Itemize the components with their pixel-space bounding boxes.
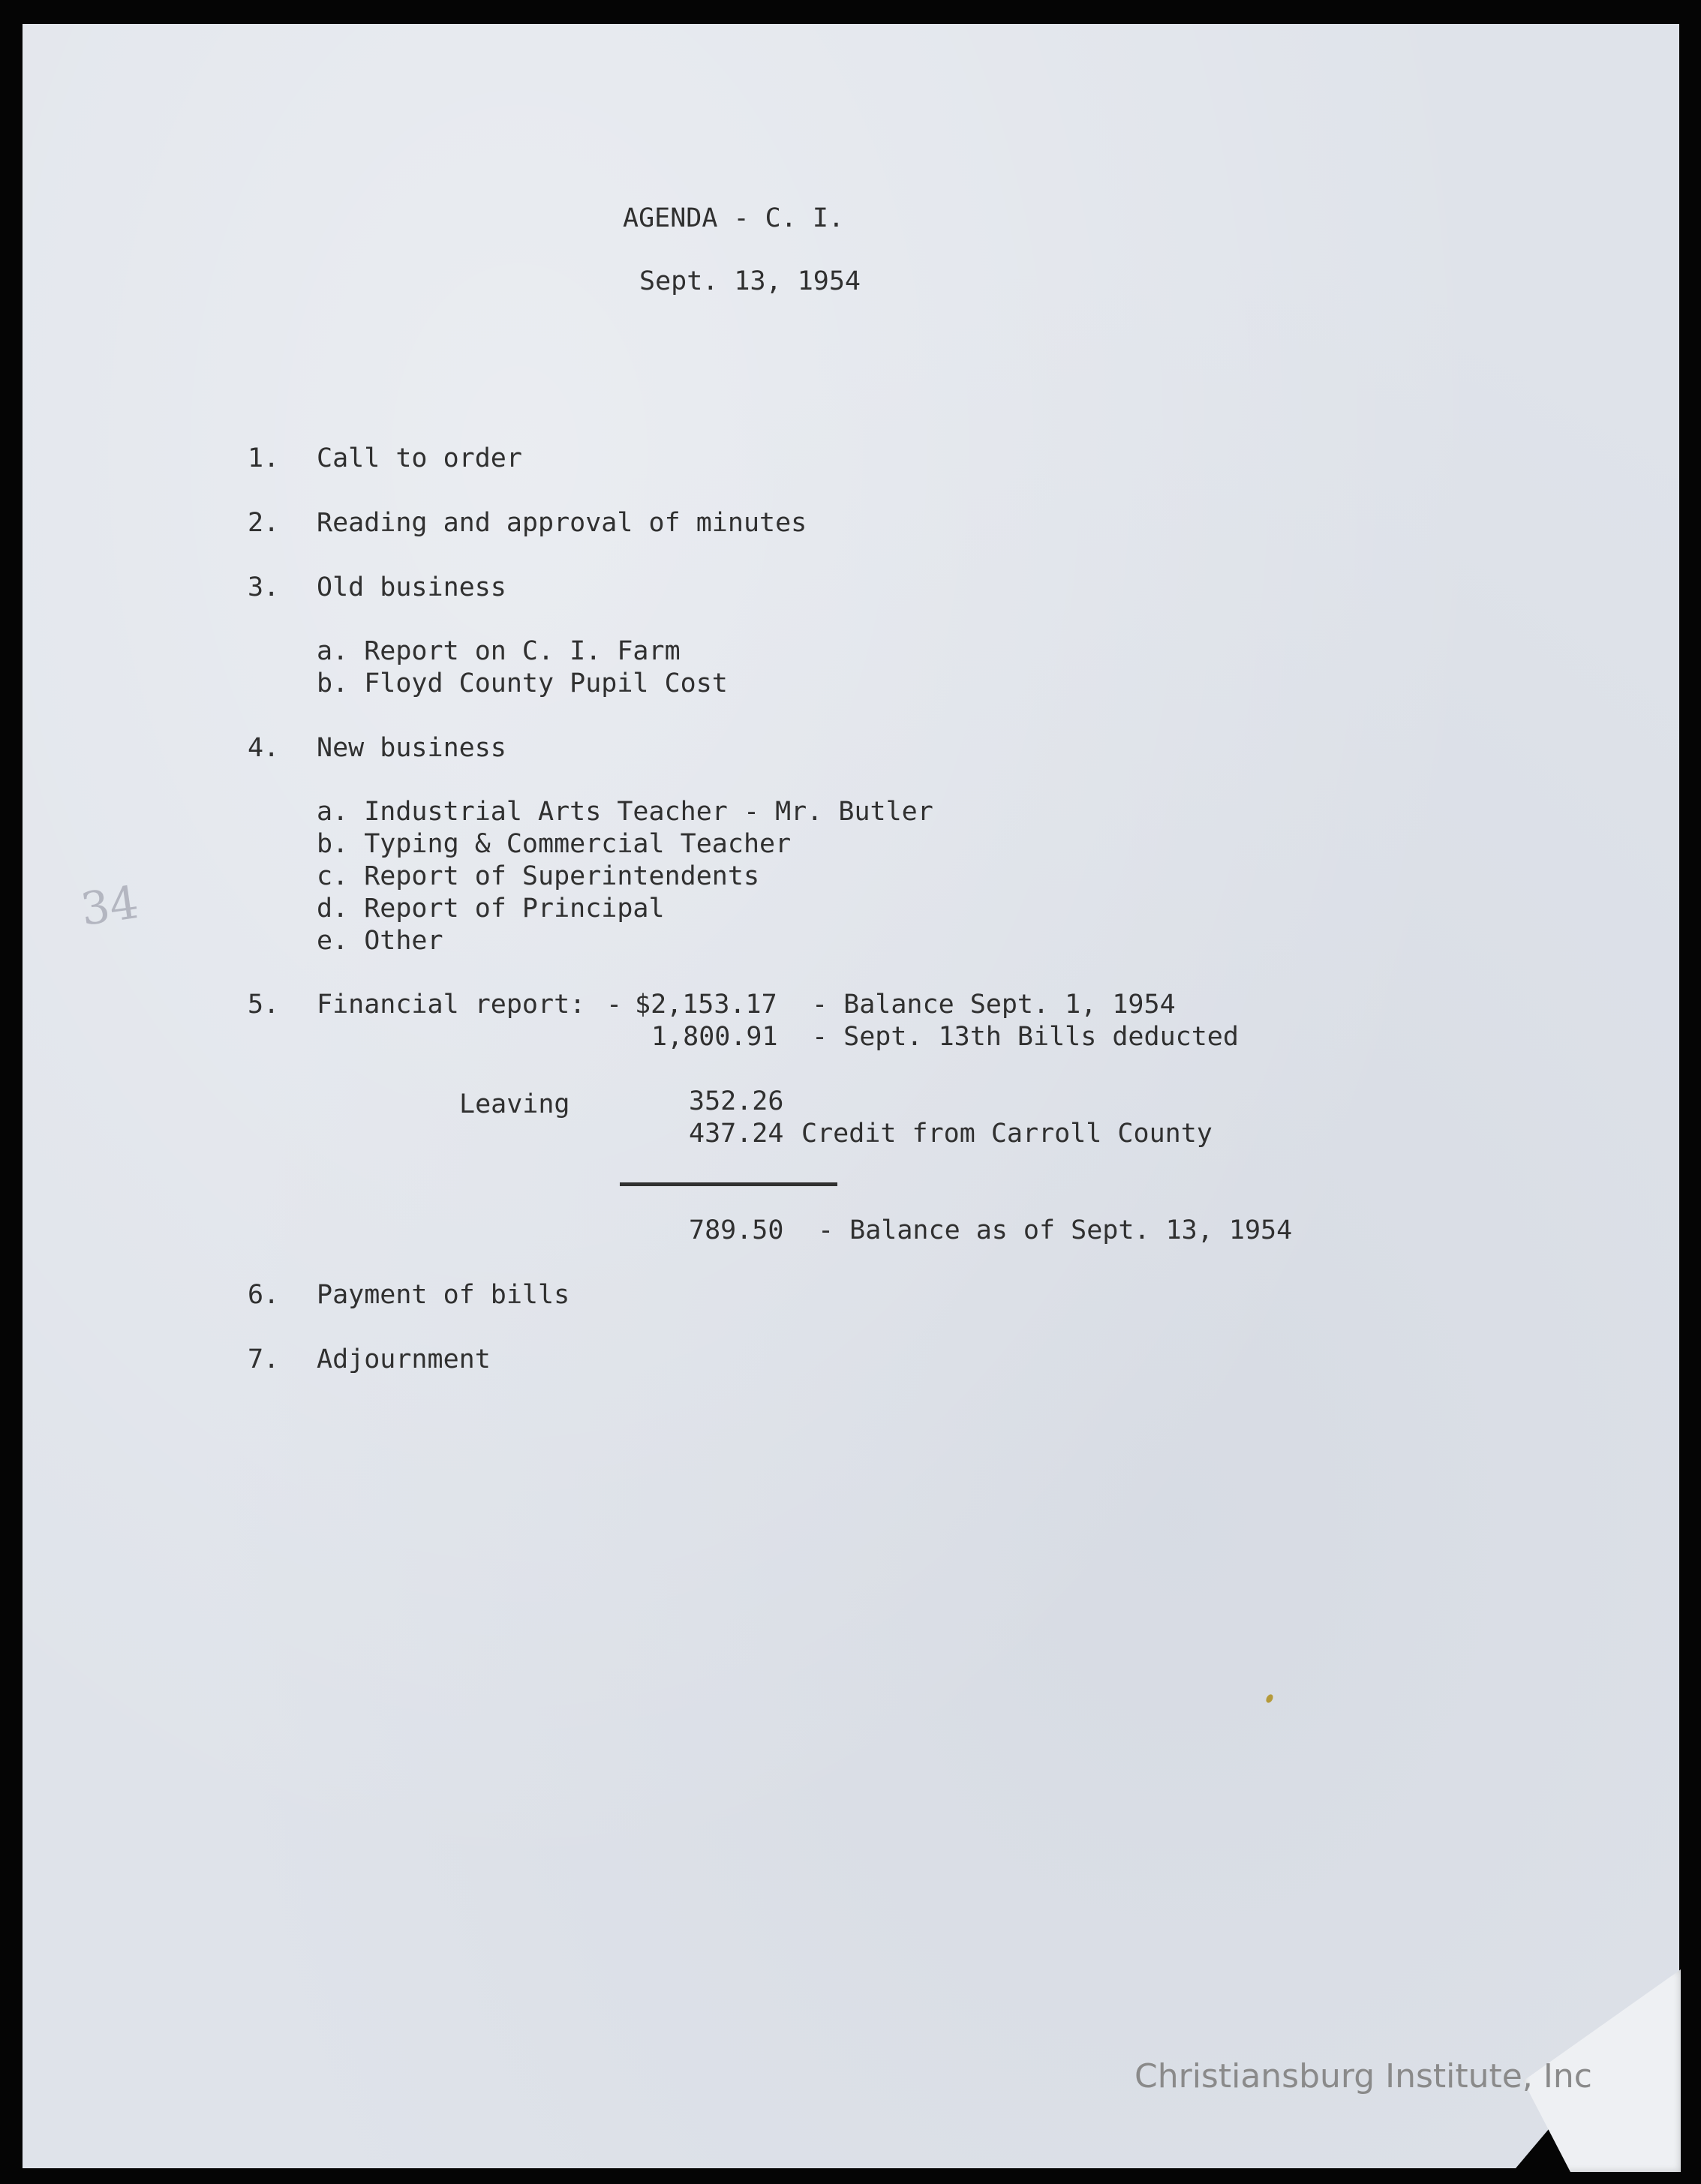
subitem: e. Other [317, 926, 443, 956]
agenda-item-payment-of-bills: Payment of bills [317, 1280, 570, 1310]
item-number: 1. [248, 443, 280, 473]
agenda-item-old-business: Old business [317, 572, 506, 602]
leaving-label: Leaving [459, 1089, 570, 1119]
agenda-item-financial-report: Financial report: [317, 990, 586, 1020]
credit-amount: 437.24 [689, 1119, 784, 1149]
credit-desc: Credit from Carroll County [801, 1119, 1213, 1149]
agenda-item-adjournment: Adjournment [317, 1344, 491, 1374]
total-amount: 789.50 [689, 1215, 784, 1245]
sum-rule [620, 1182, 837, 1186]
financial-dash: - [606, 990, 623, 1020]
subitem: b. Typing & Commercial Teacher [317, 829, 792, 859]
leaving-amount: 352.26 [689, 1086, 784, 1116]
agenda-item-new-business: New business [317, 733, 506, 763]
archive-watermark: Christiansburg Institute, Inc [1135, 2057, 1592, 2095]
document-title: AGENDA - C. I. [623, 203, 845, 233]
bills-deducted-amount: 1,800.91 [651, 1022, 778, 1052]
item-number: 6. [248, 1280, 280, 1310]
agenda-item-minutes: Reading and approval of minutes [317, 508, 807, 538]
item-number: 7. [248, 1344, 280, 1374]
subitem: b. Floyd County Pupil Cost [317, 668, 728, 698]
balance-sept-1-amount: $2,153.17 [635, 990, 777, 1020]
item-number: 3. [248, 572, 280, 602]
total-desc: - Balance as of Sept. 13, 1954 [818, 1215, 1293, 1245]
bills-deducted-desc: - Sept. 13th Bills deducted [812, 1022, 1239, 1052]
item-number: 4. [248, 733, 280, 763]
document-date: Sept. 13, 1954 [639, 266, 861, 296]
pencil-margin-note: 34 [77, 876, 142, 936]
item-number: 5. [248, 990, 280, 1020]
item-number: 2. [248, 508, 280, 538]
subitem: c. Report of Superintendents [317, 861, 760, 891]
balance-sept-1-desc: - Balance Sept. 1, 1954 [812, 990, 1176, 1020]
subitem: d. Report of Principal [317, 894, 665, 924]
subitem: a. Industrial Arts Teacher - Mr. Butler [317, 797, 933, 827]
subitem: a. Report on C. I. Farm [317, 636, 681, 666]
agenda-item-call-to-order: Call to order [317, 443, 522, 473]
